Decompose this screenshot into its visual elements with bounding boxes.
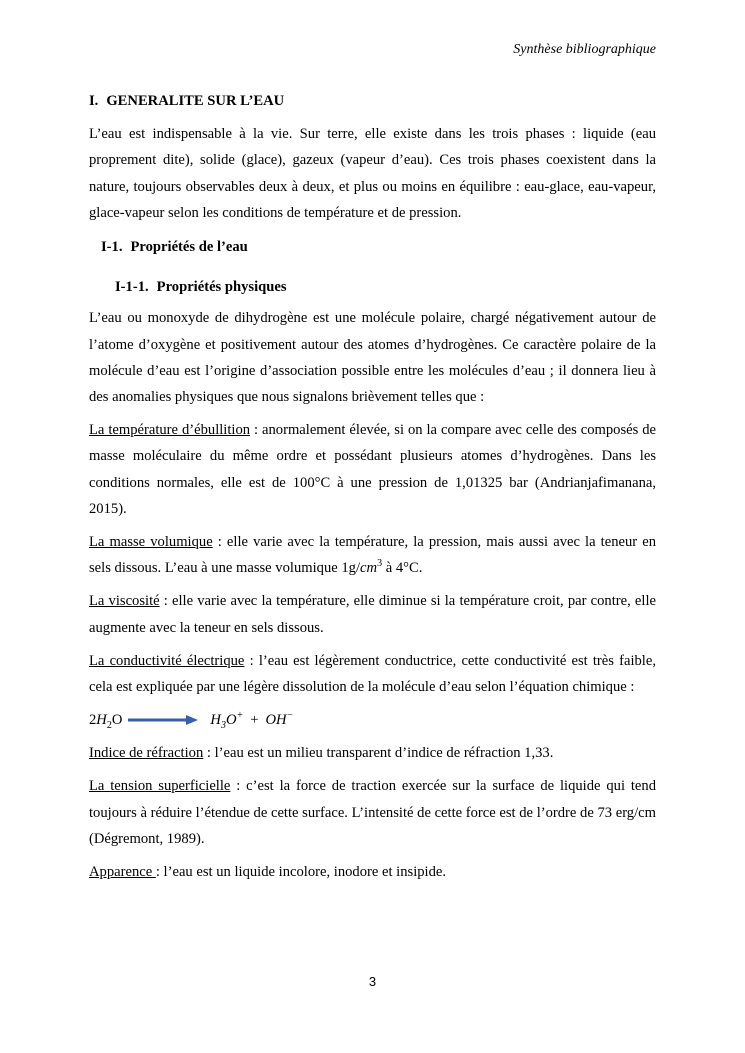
viscosity-paragraph	[89, 588, 656, 640]
density-text-end: à 4°C.	[382, 560, 423, 577]
subsubsection-title: Propriétés physiques	[156, 279, 287, 296]
viscosity-term: La viscosité	[89, 593, 160, 610]
section-title: GENERALITE SUR L’EAU	[106, 93, 285, 109]
appearance-paragraph	[89, 859, 656, 885]
conductivity-text: : l’eau est légèrement conductrice, cette conductivité est très faible, cela est expliquée par une légère dissolution de la molécule d’eau selon l’équation chimique :	[89, 652, 656, 696]
subsubsection-heading	[115, 274, 656, 300]
surface-tension-text: : c’est la force de traction exercée sur la surface de liquide qui tend toujours à réduire l’étendue de cette surface. L’intensité de cette force est de l’ordre de 73 erg/cm (Dégremont, 1989).	[89, 778, 656, 847]
density-text: : elle varie avec la température, la pression, mais aussi avec la teneur en sels dissous. L’eau à une masse volumique 1g/	[89, 534, 657, 577]
refraction-paragraph	[89, 740, 656, 766]
intro-paragraph: L’eau est indispensable à la vie. Sur terre, elle existe dans les trois phases : liquide (eau proprement dite), solide (glace), gazeux (vapeur d’eau). Ces trois phases coexistent dans la nature, toujours observables deux à deux, et plus ou moins en équilibre : eau-glace, eau-vapeur, glace-vapeur selon les conditions de température et de pression.	[89, 126, 656, 221]
section-heading	[89, 88, 656, 114]
page-number: 3	[368, 974, 377, 989]
section-number: I.	[89, 93, 99, 109]
running-header: Synthèse bibliographique	[513, 42, 656, 57]
surface-tension-paragraph	[89, 773, 656, 852]
boiling-point-text: : anormalement élevée, si on la compare avec celle des composés de masse moléculaire du même ordre et possédant plusieurs atomes d’hydrogènes. Dans les conditions normales, elle est de 100°C à une pression de 1,01325 bar (Andrianjafimanana, 2015).	[89, 422, 656, 517]
equation-product1-o: O	[225, 712, 237, 729]
page-body	[89, 88, 656, 892]
density-paragraph	[89, 529, 656, 581]
appearance-term: Apparence	[89, 864, 156, 881]
physical-intro-paragraph: L’eau ou monoxyde de dihydrogène est une molécule polaire, chargé négativement autour de l’atome d’oxygène et positivement autour des atomes d’hydrogènes. Ce caractère polaire de la molécule d’eau est l’origine d’association possible entre les molécules d’eau ; il donnera lieu à des anomalies physiques que nous signalons brièvement telles que :	[89, 310, 656, 406]
boiling-point-term: La température d’ébullition	[89, 422, 251, 439]
subsection-number: I-1.	[101, 239, 123, 256]
equation-reactant-o: O	[111, 712, 123, 729]
boiling-point-paragraph	[89, 417, 656, 522]
equation-reactant	[89, 707, 122, 733]
equation-product1-charge: +	[236, 710, 244, 722]
equation-product1-subscript: 3	[220, 720, 226, 732]
equation-coefficient: 2	[89, 712, 97, 729]
equation-plus: +	[250, 712, 259, 729]
chemical-equation	[89, 707, 656, 733]
equation-product-hydroxide	[265, 707, 293, 733]
subsection-heading	[101, 234, 656, 260]
reaction-arrow-icon	[128, 714, 198, 726]
surface-tension-term: La tension superficielle	[89, 778, 231, 795]
density-unit-exponent: 3	[377, 558, 383, 570]
equation-product1-h: H	[210, 712, 221, 729]
subsubsection-number: I-1-1.	[115, 279, 149, 296]
equation-product2-charge: −	[286, 710, 294, 722]
equation-reactant-h: H	[96, 712, 107, 729]
density-term: La masse volumique	[89, 534, 213, 551]
equation-reactant-subscript: 2	[106, 720, 112, 732]
conductivity-paragraph	[89, 648, 656, 700]
viscosity-text: : elle varie avec la température, elle diminue si la température croit, par contre, elle augmente avec la teneur en sels dissous.	[89, 593, 656, 636]
refraction-term: Indice de réfraction	[89, 745, 204, 762]
density-unit: cm	[360, 560, 378, 577]
subsection-title: Propriétés de l’eau	[130, 239, 248, 256]
conductivity-term: La conductivité électrique	[89, 652, 245, 669]
appearance-text: : l’eau est un liquide incolore, inodore et insipide.	[155, 864, 447, 881]
equation-product-hydronium	[210, 707, 243, 733]
refraction-text: : l’eau est un milieu transparent d’indice de réfraction 1,33.	[203, 745, 554, 762]
equation-product2: OH	[265, 712, 287, 729]
